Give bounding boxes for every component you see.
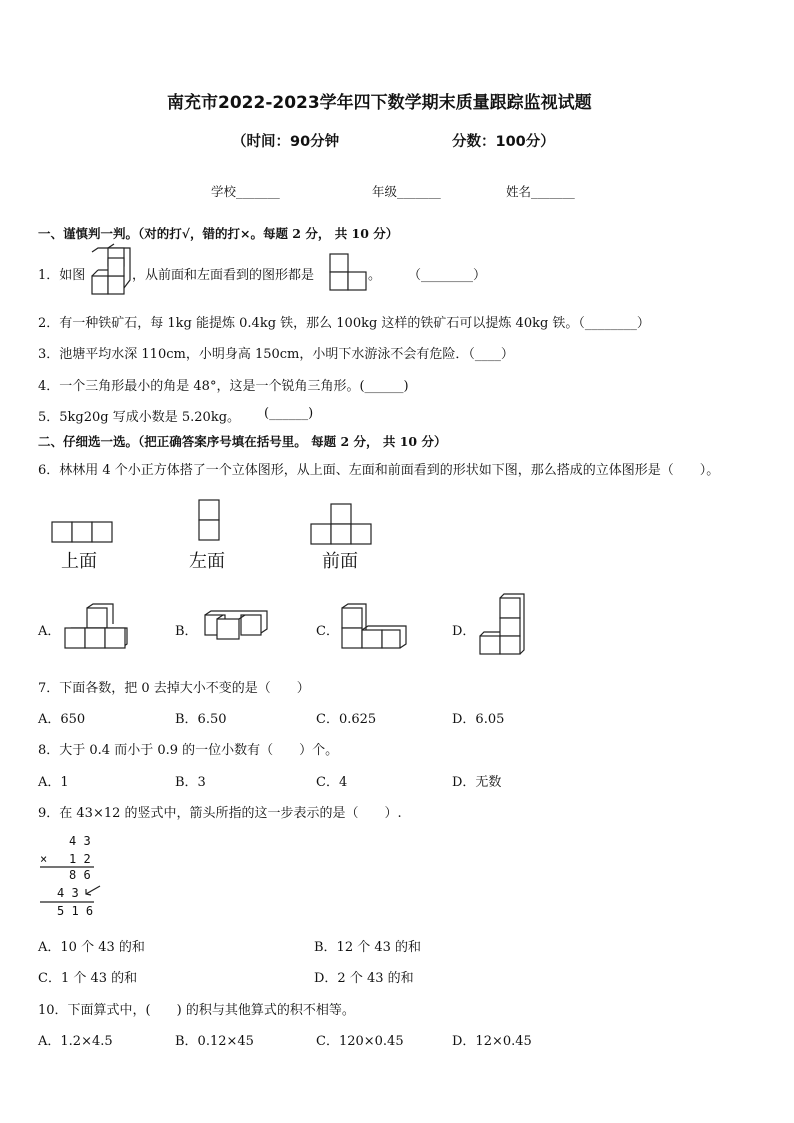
q9-option-d[interactable]: D．2 个 43 的和 xyxy=(314,971,414,986)
q10-option-d[interactable]: D．12×0.45 xyxy=(452,1034,532,1049)
section-2-heading: 二、仔细选一选。（把正确答案序号填在括号里。 每题 2 分， 共 10 分） xyxy=(38,434,447,449)
q7-text: 7．下面各数，把 0 去掉大小不变的是（ ） xyxy=(38,681,310,696)
view-top-label: 上面 xyxy=(61,551,97,572)
q1-text-a: 1．如图 xyxy=(38,268,86,283)
page-title: 南充市2022-2023学年四下数学期末质量跟踪监视试题 xyxy=(167,93,592,113)
name-field[interactable]: 姓名_______ xyxy=(506,184,575,199)
q4-text: 4．一个三角形最小的角是 48°，这是一个锐角三角形。(______) xyxy=(38,379,409,394)
q1-answer-blank[interactable]: （________） xyxy=(408,268,487,283)
q1-cube-stack xyxy=(108,258,124,276)
grade-field[interactable]: 年级_______ xyxy=(372,184,441,199)
q2-text: 2．有一种铁矿石，每 1kg 能提炼 0.4kg 铁，那么 100kg 这样的铁矿石可以提炼 40kg 铁。（________） xyxy=(38,316,650,331)
q6-text: 6．林林用 4 个小正方体搭了一个立体图形，从上面、左面和前面看到的形状如下图，那么搭成的立体图形是（ ）。 xyxy=(38,463,720,478)
q9-option-c[interactable]: C．1 个 43 的和 xyxy=(38,971,138,986)
q10-option-a[interactable]: A．1.2×4.5 xyxy=(38,1034,113,1049)
q6-option-d-label[interactable]: D． xyxy=(452,624,476,639)
q8-option-d[interactable]: D．无数 xyxy=(452,775,502,790)
q3-text: 3．池塘平均水深 110cm，小明身高 150cm，小明下水游泳不会有危险．（____） xyxy=(38,347,514,362)
q9-text: 9．在 43×12 的竖式中，箭头所指的这一步表示的是（ ）. xyxy=(38,806,402,821)
q1-cube-figure xyxy=(86,248,132,300)
q8-option-c[interactable]: C．4 xyxy=(316,775,348,790)
q8-option-b[interactable]: B．3 xyxy=(175,775,206,790)
q10-option-c[interactable]: C．120×0.45 xyxy=(316,1034,404,1049)
arrow-icon xyxy=(84,885,102,897)
view-front-label: 前面 xyxy=(322,551,358,572)
q6-option-c-label[interactable]: C． xyxy=(316,624,339,639)
q8-text: 8．大于 0.4 而小于 0.9 的一位小数有（ ）个。 xyxy=(38,743,339,758)
q7-option-c[interactable]: C．0.625 xyxy=(316,712,377,727)
q1-view-figure xyxy=(330,254,366,290)
q10-text: 10．下面算式中，( ) 的积与其他算式的积不相等。 xyxy=(38,1003,355,1018)
q9-option-a[interactable]: A．10 个 43 的和 xyxy=(38,940,145,955)
q9-calc-row4: 4 3 xyxy=(57,886,79,900)
view-left-figure xyxy=(199,500,219,540)
q6-option-d-figure xyxy=(480,594,526,656)
section-1-heading: 一、谨慎判一判。（对的打√，错的打×。每题 2 分， 共 10 分） xyxy=(38,226,399,241)
q8-option-a[interactable]: A．1 xyxy=(38,775,69,790)
q5-answer-blank[interactable]: (______) xyxy=(264,406,314,421)
q1-cube-front-left xyxy=(92,276,108,294)
q9-calc-row3: 8 6 xyxy=(69,868,91,882)
q10-option-b[interactable]: B．0.12×45 xyxy=(175,1034,254,1049)
q9-calc-row5: 5 1 6 xyxy=(57,904,94,918)
exam-time: （时间：90分钟 xyxy=(232,134,340,150)
q6-option-c-figure xyxy=(342,604,408,650)
q6-option-b-figure xyxy=(203,611,269,639)
q5-text: 5．5kg20g 写成小数是 5.20kg。 xyxy=(38,410,241,425)
q1-text-b: ，从前面和左面看到的图形都是 xyxy=(132,268,315,283)
school-field[interactable]: 学校_______ xyxy=(211,184,280,199)
q9-option-b[interactable]: B．12 个 43 的和 xyxy=(314,940,422,955)
q7-option-d[interactable]: D．6.05 xyxy=(452,712,505,727)
exam-score: 分数：100分） xyxy=(452,134,555,150)
view-left-label: 左面 xyxy=(189,551,225,572)
q6-option-a-figure xyxy=(65,604,133,648)
q6-option-a-label[interactable]: A． xyxy=(38,624,61,639)
q7-option-b[interactable]: B．6.50 xyxy=(175,712,227,727)
q6-option-b-label[interactable]: B． xyxy=(175,624,198,639)
q7-option-a[interactable]: A．650 xyxy=(38,712,86,727)
view-front-figure xyxy=(311,504,371,544)
q9-calc-row2: 1 2 xyxy=(69,852,91,866)
q9-calc-row1: 4 3 xyxy=(69,834,91,848)
view-top-figure xyxy=(52,522,112,542)
q1-cube-front-right xyxy=(108,276,124,294)
q1-text-c: 。 xyxy=(368,268,382,283)
q9-calc-times: × xyxy=(40,852,48,866)
